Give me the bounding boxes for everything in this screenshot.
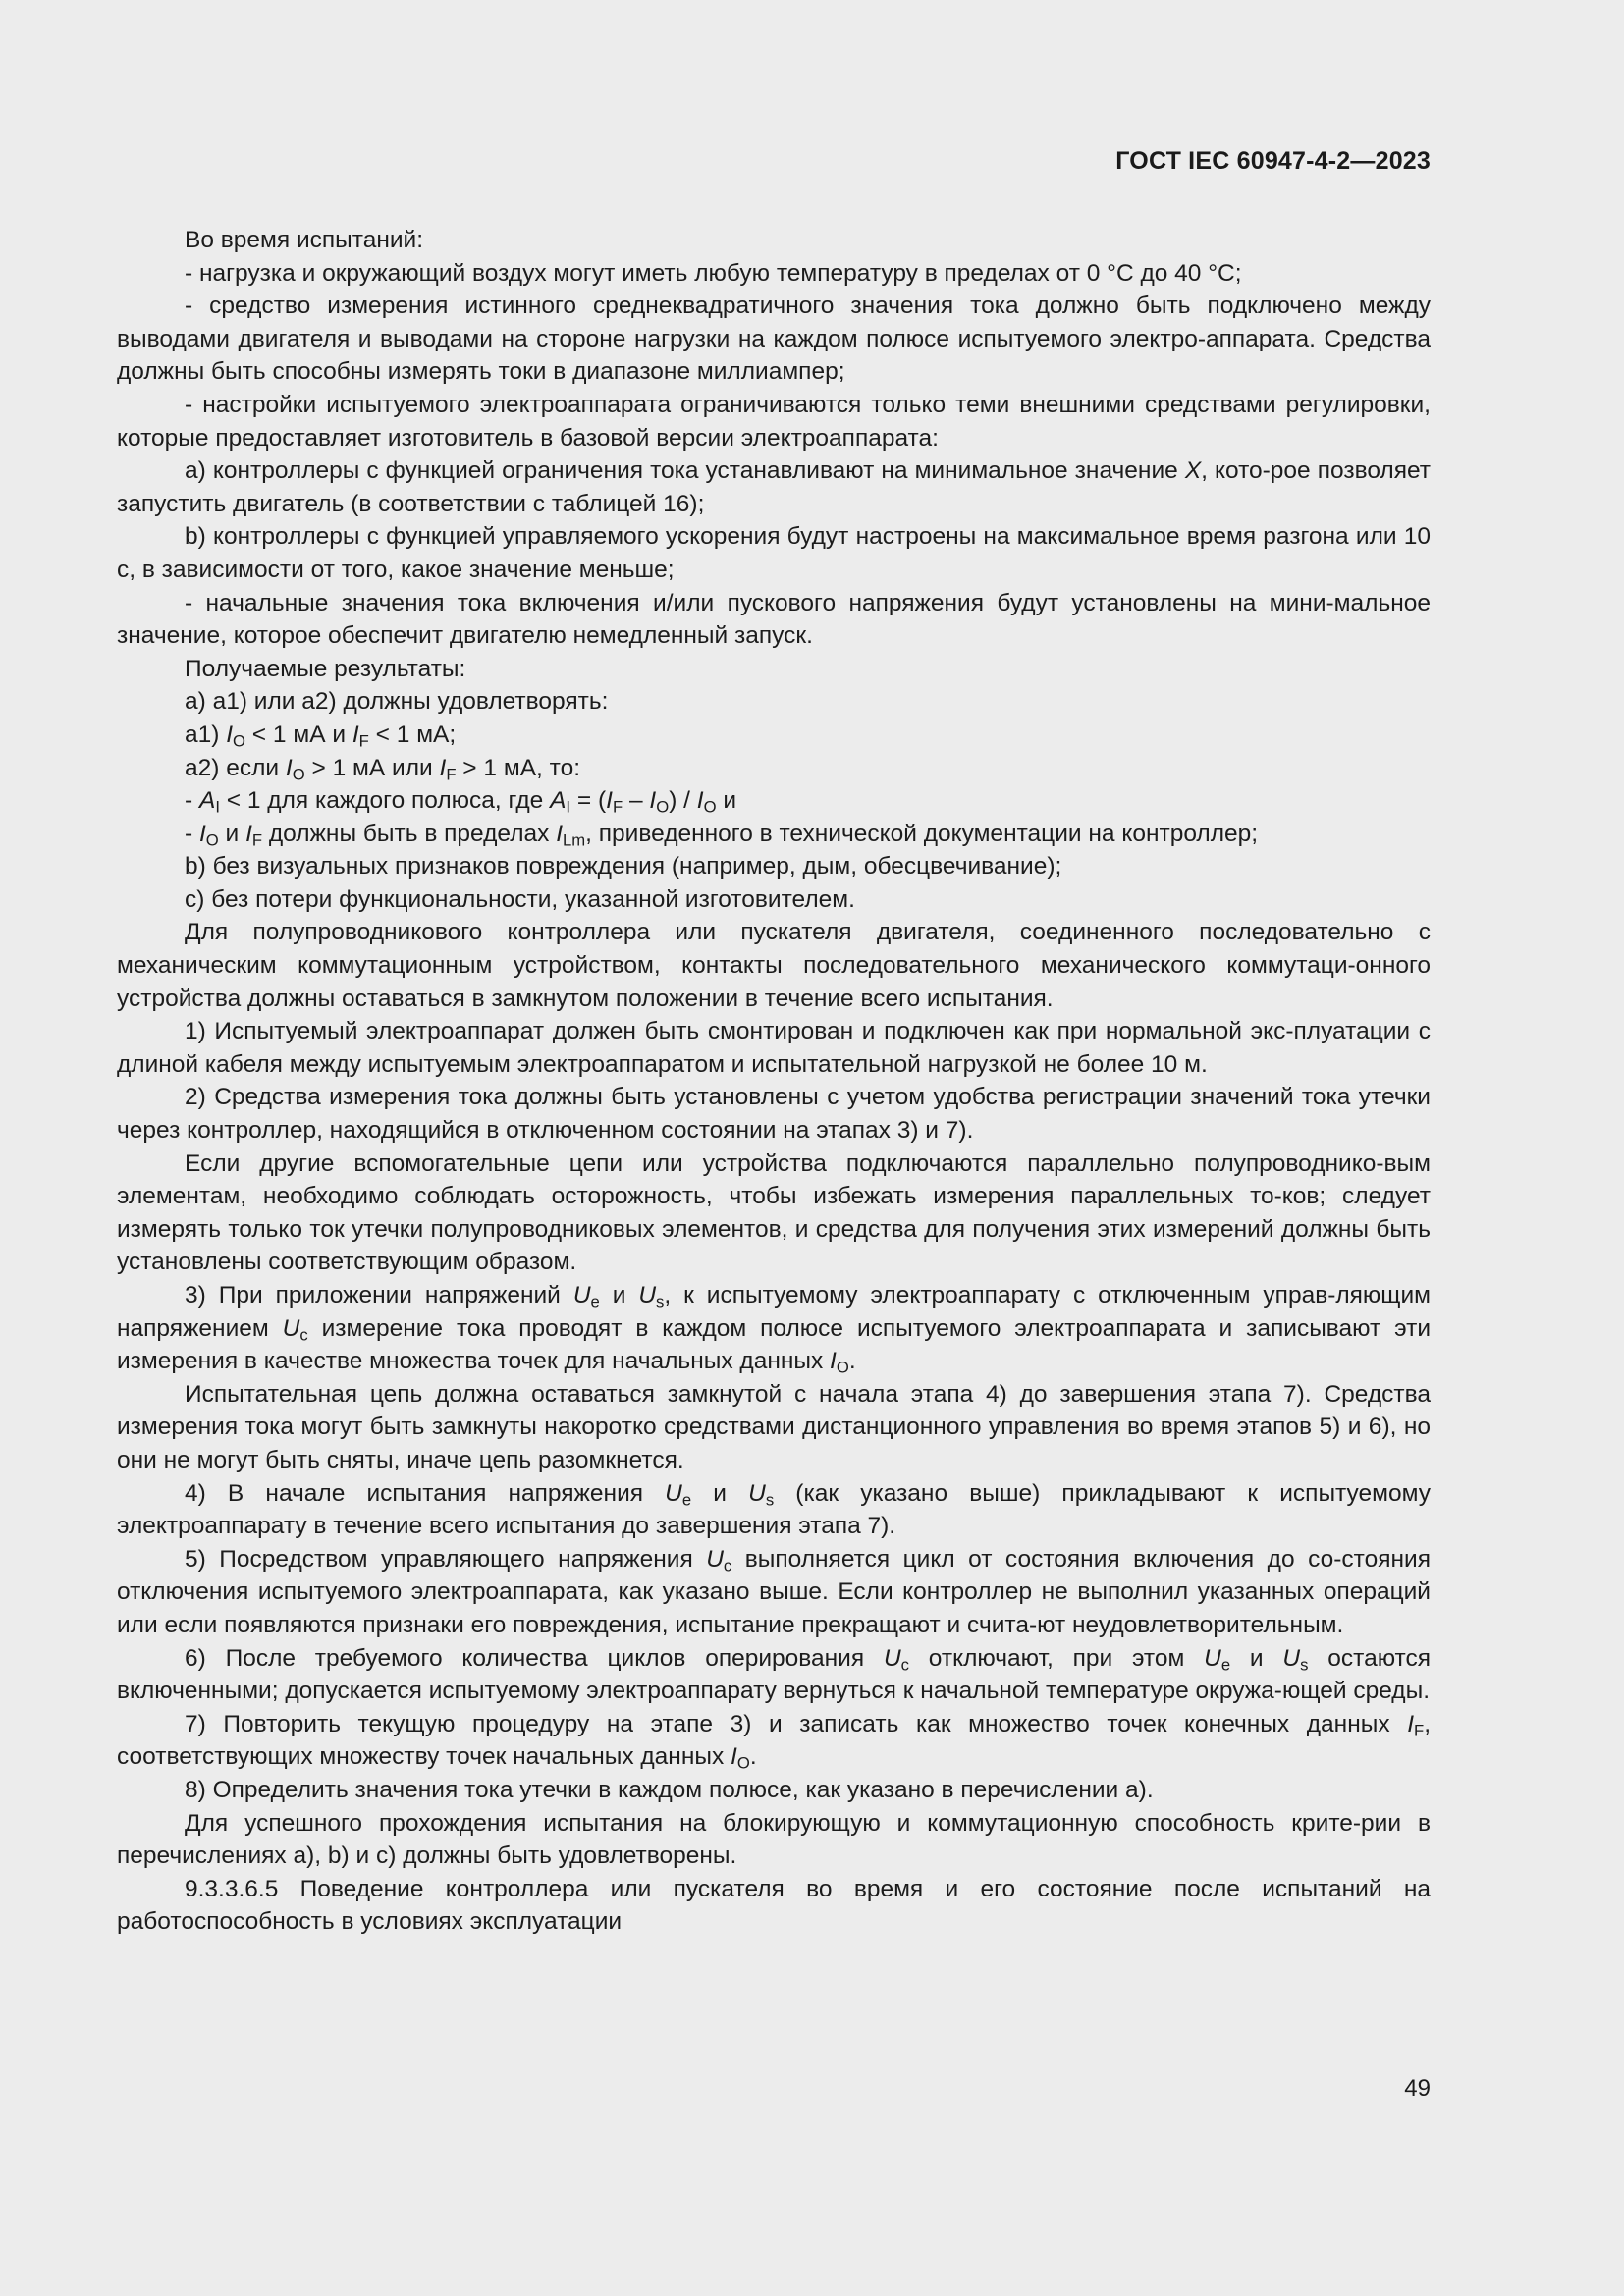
paragraph: 9.3.3.6.5 Поведение контроллера или пускателя во время и его состояние после испытаний на работоспособность в условиях эксплуатации — [117, 1875, 1431, 1936]
paragraph: 8) Определить значения тока утечки в каждом полюсе, как указано в перечислении а). — [185, 1776, 1154, 1803]
paragraph: 3) При приложении напряжений $U_e$ и $U_s$, к испытуемому электроаппарату с отключенным управ-ляющим напряжением $U_c$ измерение тока проводят в каждом полюсе испытуемого электроаппарата и записывают эти измерения в качестве множества точек для начальных данных $I_O$. — [117, 1282, 1431, 1377]
paragraph: Если другие вспомогательные цепи или устройства подключаются параллельно полупроводнико-вым элементам, необходимо соблюдать осторожность, чтобы избежать измерения параллельных то-ков; следует измерять только ток утечки полупроводниковых элементов, и средства для получения этих измерений должны быть установлены соответствующим образом. — [117, 1149, 1431, 1276]
paragraph: а) контроллеры с функцией ограничения тока устанавливают на минимальное значение X, кото-рое позволяет запустить двигатель (в соответствии с таблицей 16); — [117, 457, 1431, 517]
paragraph: - $A_I < 1$ для каждого полюса, где $A_I = (I_F - I_O) / I_O$ и — [185, 787, 737, 817]
document-body — [117, 224, 1431, 1939]
paragraph: а) а1) или а2) должны удовлетворять: — [185, 688, 609, 716]
paragraph: Во время испытаний: — [185, 227, 424, 253]
paragraph: 4) В начале испытания напряжения $U_e$ и $U_s$ (как указано выше) прикладывают к испытуемому электроаппарату в течение всего испытания до завершения этапа 7). — [117, 1479, 1431, 1540]
paragraph: Для полупроводникового контроллера или пускателя двигателя, соединенного последовательно с механическим коммутационным устройством, контакты последовательного механического коммутаци-онного устройства должны оставаться в замкнутом положении в течение всего испытания. — [117, 919, 1431, 1012]
paragraph: с) без потери функциональности, указанной изготовителем. — [185, 885, 855, 913]
paragraph: b) без визуальных признаков повреждения (например, дым, обесцвечивание); — [185, 853, 1062, 881]
paragraph: Испытательная цепь должна оставаться замкнутой с начала этапа 4) до завершения этапа 7). Средства измерения тока могут быть замкнуты накоротко средствами дистанционного управления во время этапов 5) и 6), но они не могут быть сняты, иначе цепь разомкнется. — [117, 1380, 1431, 1473]
paragraph: - начальные значения тока включения и/или пускового напряжения будут установлены на мини-мальное значение, которое обеспечит двигателю немедленный запуск. — [117, 589, 1431, 650]
paragraph: а1) $I_O < 1$ мА и $I_F < 1$ мА; — [185, 721, 457, 751]
document-header: ГОСТ IEC 60947-4-2—2023 — [1115, 147, 1431, 175]
paragraph: Для успешного прохождения испытания на блокирующую и коммутационную способность крите-рии в перечислениях а), b) и с) должны быть удовлетворены. — [117, 1809, 1431, 1870]
paragraph: а2) если $I_O > 1$ мА или $I_F > 1$ мА, то: — [185, 754, 581, 784]
paragraph: - нагрузка и окружающий воздух могут иметь любую температуру в пределах от 0 °С до 40 °С; — [185, 259, 1242, 287]
paragraph: - настройки испытуемого электроаппарата ограничиваются только теми внешними средствами регулировки, которые предоставляет изготовитель в базовой версии электроаппарата: — [117, 391, 1431, 452]
paragraph: Получаемые результаты: — [185, 655, 466, 682]
page-number: 49 — [1404, 2075, 1431, 2102]
paragraph: - $I_O$ и $I_F$ должны быть в пределах $I_{Lm}$, приведенного в технической документации на контроллер; — [185, 820, 1259, 850]
paragraph: 1) Испытуемый электроаппарат должен быть смонтирован и подключен как при нормальной экс-плуатации с длиной кабеля между испытуемым электроаппаратом и испытательной нагрузкой не более 10 м. — [117, 1018, 1431, 1078]
paragraph: - средство измерения истинного среднеквадратичного значения тока должно быть подключено между выводами двигателя и выводами на стороне нагрузки на каждом полюсе испытуемого электро-аппарата. Средства должны быть способны измерять токи в диапазоне миллиампер; — [117, 293, 1431, 386]
paragraph: 5) Посредством управляющего напряжения $U_c$ выполняется цикл от состояния включения до со-стояния отключения испытуемого электроаппарата, как указано выше. Если контроллер не выполнил указанных операций или если появляются признаки его повреждения, испытание прекращают и счита-ют неудовлетворительным. — [117, 1545, 1431, 1638]
paragraph: b) контроллеры с функцией управляемого ускорения будут настроены на максимальное время разгона или 10 с, в зависимости от того, какое значение меньше; — [117, 523, 1431, 583]
paragraph: 7) Повторить текущую процедуру на этапе 3) и записать как множество точек конечных данных $I_F$, соответствующих множеству точек начальных данных $I_O$. — [117, 1710, 1431, 1773]
paragraph: 2) Средства измерения тока должны быть установлены с учетом удобства регистрации значений тока утечки через контроллер, находящийся в отключенном состоянии на этапах 3) и 7). — [117, 1084, 1431, 1145]
paragraph: 6) После требуемого количества циклов оперирования $U_c$ отключают, при этом $U_e$ и $U_s$ остаются включенными; допускается испытуемому электроаппарату вернуться к начальной температуре окружа-ющей среды. — [117, 1644, 1431, 1705]
